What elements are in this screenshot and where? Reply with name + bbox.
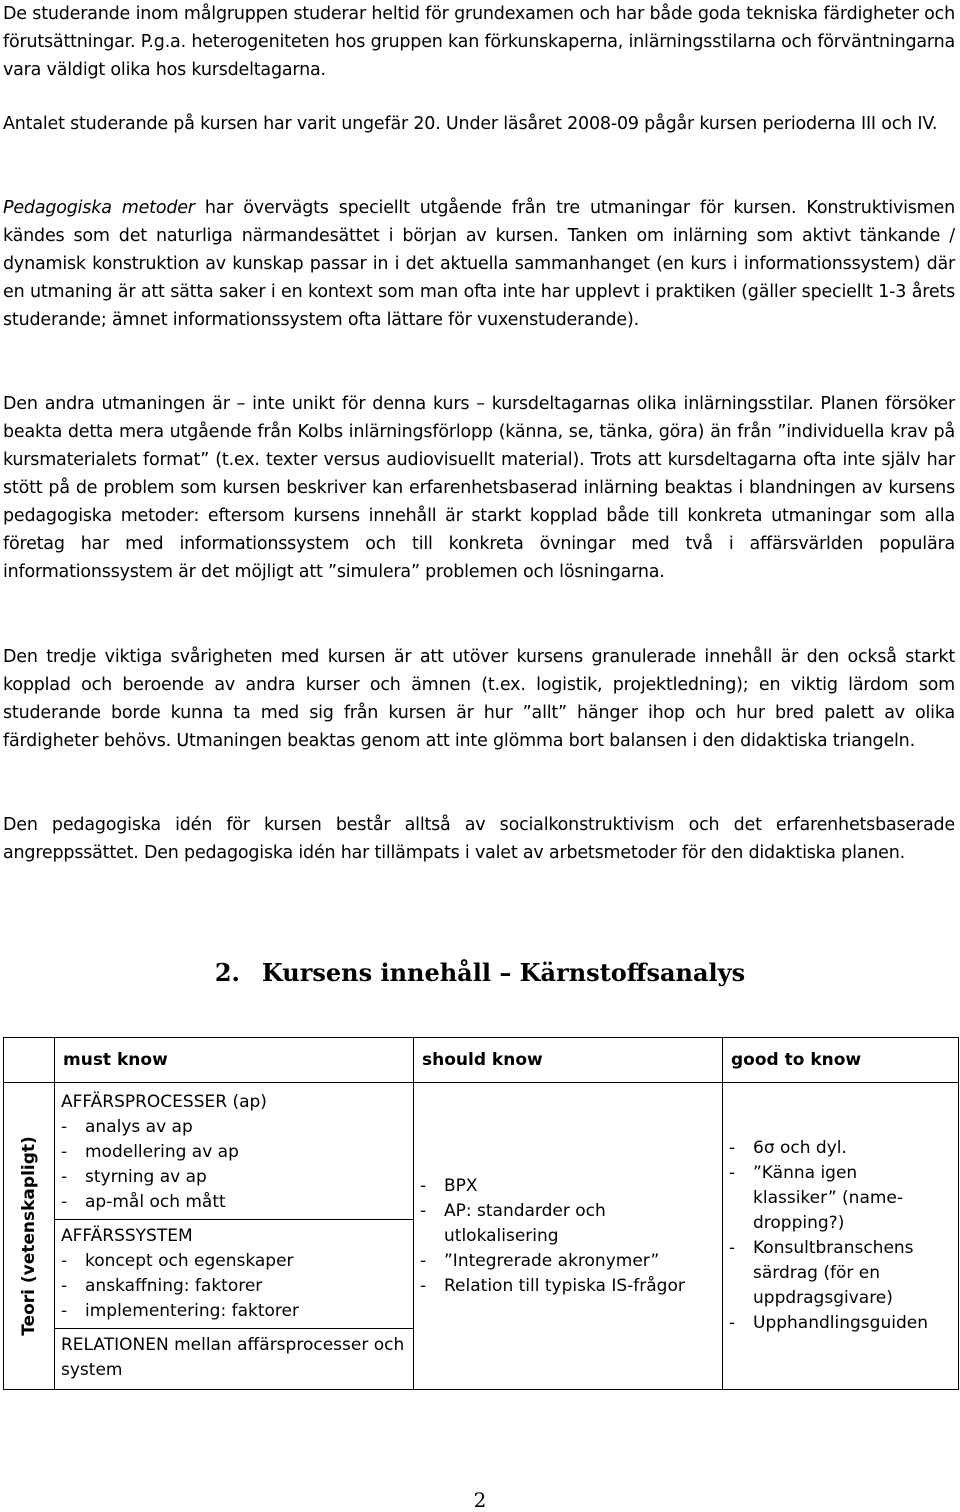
table-theory-row bbox=[4, 1083, 959, 1390]
must-list-systems bbox=[61, 1249, 407, 1324]
list-item: - AP: standarder och utlokalisering bbox=[420, 1199, 700, 1249]
side-label-cell bbox=[4, 1083, 55, 1390]
must-block-relation bbox=[55, 1328, 413, 1387]
methods-text: har övervägts speciellt utgående från tre utmaningar för kursen. Konstruktivismen kändes som det naturliga närmandesättet i början av kursen. Tanken om inlärning som aktivt tänkande / dynamisk konstruktion av kunskap passar in i det aktuella sammanhanget (en kurs i informationssystem) där en utmaning är att sätta saker i en kontext som man ofta inte har upplevt i praktiken (gäller speciellt 1-3 årets studerande; ämnet informationssystem ofta lättare för vuxenstuderande). bbox=[3, 198, 955, 330]
side-label: Teori (vetenskapligt) bbox=[19, 1136, 39, 1336]
must-list-processes bbox=[61, 1115, 407, 1215]
list-item: - anskaffning: faktorer bbox=[61, 1274, 407, 1299]
should-know-cell bbox=[414, 1083, 723, 1390]
list-item: - koncept och egenskaper bbox=[61, 1249, 407, 1274]
page-number: 2 bbox=[473, 1488, 487, 1512]
list-item: - Upphandlingsguiden bbox=[729, 1311, 929, 1336]
must-heading-systems: AFFÄRSSYSTEM bbox=[61, 1225, 193, 1246]
section-title: Kursens innehåll – Kärnstoffsanalys bbox=[261, 958, 746, 987]
should-know-list bbox=[420, 1174, 700, 1299]
core-content-table bbox=[3, 1037, 959, 1390]
list-item: - ”Integrerade akronymer” bbox=[420, 1249, 700, 1274]
list-item: - modellering av ap bbox=[61, 1140, 407, 1165]
list-item: - ”Känna igen klassiker” (name-dropping?) bbox=[729, 1161, 929, 1236]
good-to-know-cell bbox=[723, 1083, 959, 1390]
paragraph-learning-styles: Den andra utmaningen är – inte unikt för denna kurs – kursdeltagarnas olika inlärningsstilar. Planen försöker beakta detta mera utgående från Kolbs inlärningsförlopp (känna, se, tänka, göra) än från ”individuella krav på kursmaterialets format” (t.ex. texter versus audiovisuellt material). Trots att kursdeltagarna ofta inte själv har stött på de problem som kursen beskriver kan erfarenhetsbaserad inlärning beaktas i blandningen av kursens pedagogiska metoder: eftersom kursens innehåll är starkt kopplad både till konkreta utmaningar som alla företag har med informationssystem och till konkreta övningar med två i affärsvärlden populära informationssystem är det möjligt att ”simulera” problemen och lösningarna. bbox=[3, 394, 955, 582]
must-know-subtable bbox=[55, 1086, 413, 1387]
paragraph-pedagogical-idea: Den pedagogiska idén för kursen består alltså av socialkonstruktivism och det erfarenhetsbaserade angreppssättet. Den pedagogiska idén har tillämpats i valet av arbetsmetoder för den didaktiska planen. bbox=[3, 815, 955, 863]
paragraph-target-group: De studerande inom målgruppen studerar heltid för grundexamen och har både goda tekniska färdigheter och förutsättningar. P.g.a. heterogeniteten hos gruppen kan förkunskaperna, inlärningsstilarna och förväntningarna vara väldigt olika hos kursdeltagarna. bbox=[3, 4, 955, 80]
section-heading bbox=[0, 958, 960, 987]
must-block-systems bbox=[55, 1219, 413, 1328]
list-item: - Relation till typiska IS-frågor bbox=[420, 1274, 700, 1299]
list-item: - styrning av ap bbox=[61, 1165, 407, 1190]
good-to-know-list bbox=[729, 1136, 929, 1336]
list-item: - analys av ap bbox=[61, 1115, 407, 1140]
list-item: - BPX bbox=[420, 1174, 700, 1199]
list-item: - ap-mål och mått bbox=[61, 1190, 407, 1215]
header-must-know: must know bbox=[55, 1038, 414, 1083]
section-number: 2. bbox=[214, 958, 240, 987]
table-corner-cell bbox=[4, 1038, 55, 1083]
list-item: - 6σ och dyl. bbox=[729, 1136, 929, 1161]
must-block-processes bbox=[55, 1086, 413, 1220]
list-item: - implementering: faktorer bbox=[61, 1299, 407, 1324]
must-know-cell bbox=[55, 1083, 414, 1390]
list-item: - Konsultbranschens särdrag (för en uppdragsgivare) bbox=[729, 1236, 929, 1311]
table-header-row bbox=[4, 1038, 959, 1083]
must-heading-relation: RELATIONEN mellan affärsprocesser och system bbox=[61, 1334, 405, 1380]
paragraph-student-count: Antalet studerande på kursen har varit ungefär 20. Under läsåret 2008-09 pågår kursen perioderna III och IV. bbox=[3, 114, 938, 134]
paragraph-third-challenge: Den tredje viktiga svårigheten med kursen är att utöver kursens granulerade innehåll är den också starkt kopplad och beroende av andra kurser och ämnen (t.ex. logistik, projektledning); en viktig lärdom som studerande borde kunna ta med sig från kursen är hur ”allt” hänger ihop och hur bred palett av olika färdigheter behövs. Utmaningen beaktas genom att inte glömma bort balansen i den didaktiska triangeln. bbox=[3, 647, 955, 751]
header-should-know: should know bbox=[414, 1038, 723, 1083]
must-heading-processes: AFFÄRSPROCESSER (ap) bbox=[61, 1091, 267, 1112]
methods-italic-lead: Pedagogiska metoder bbox=[3, 198, 195, 218]
paragraph-pedagogical-methods bbox=[3, 194, 955, 334]
header-good-to-know: good to know bbox=[723, 1038, 959, 1083]
